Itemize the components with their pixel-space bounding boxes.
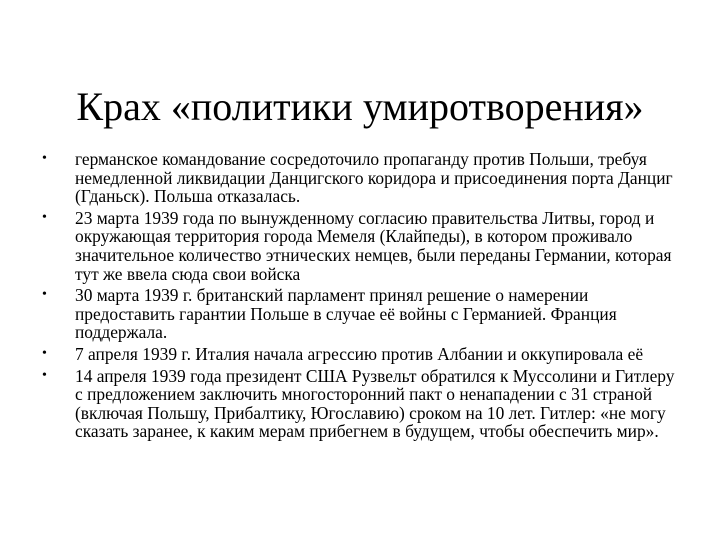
bullet-marker: •: [42, 287, 47, 303]
bullet-text: 23 марта 1939 года по вынужденному согласию правительства Литвы, город и окружающая территория города Мемеля (Клайпеды), в котором проживало значительное количество этнических немцев, были переданы Германии, которая тут же ввела сюда свои войска: [75, 207, 672, 284]
bullet-text: 14 апреля 1939 года президент США Рузвельт обратился к Муссолини и Гитлеру с предложением заключить многосторонний пакт о ненападении с 31 страной (включая Польшу, Прибалтику, Югославию) сроком на 10 лет. Гитлер: «не могу сказать заранее, к каким мерам прибегнем в будущем, чтобы обеспечить мир».: [75, 365, 675, 442]
bullet-marker: •: [42, 345, 47, 361]
bullet-marker: •: [42, 151, 47, 166]
bullet-item-1: [42, 150, 682, 206]
bullet-text: 30 марта 1939 г. британский парламент принял решение о намерении предоставить гарантии Польше в случае её войны с Германией. Франция поддержала.: [75, 285, 617, 343]
bullet-item-2: [42, 209, 682, 283]
bullet-list: [42, 150, 682, 444]
bullet-item-5: [42, 367, 682, 441]
bullet-text: 7 апреля 1939 г. Италия начала агрессию против Албании и оккупировала её: [75, 343, 644, 364]
bullet-item-4: [42, 345, 682, 364]
bullet-marker: •: [42, 209, 47, 225]
bullet-item-3: [42, 286, 682, 342]
bullet-text: германское командование сосредоточило пропаганду против Польши, требуя немедленной ликвидации Данцигского коридора и присоединения порта Данциг (Гданьск). Польша отказалась.: [75, 149, 673, 207]
bullet-marker: •: [42, 367, 47, 383]
slide-title: Крах «политики умиротворения»: [76, 83, 644, 129]
